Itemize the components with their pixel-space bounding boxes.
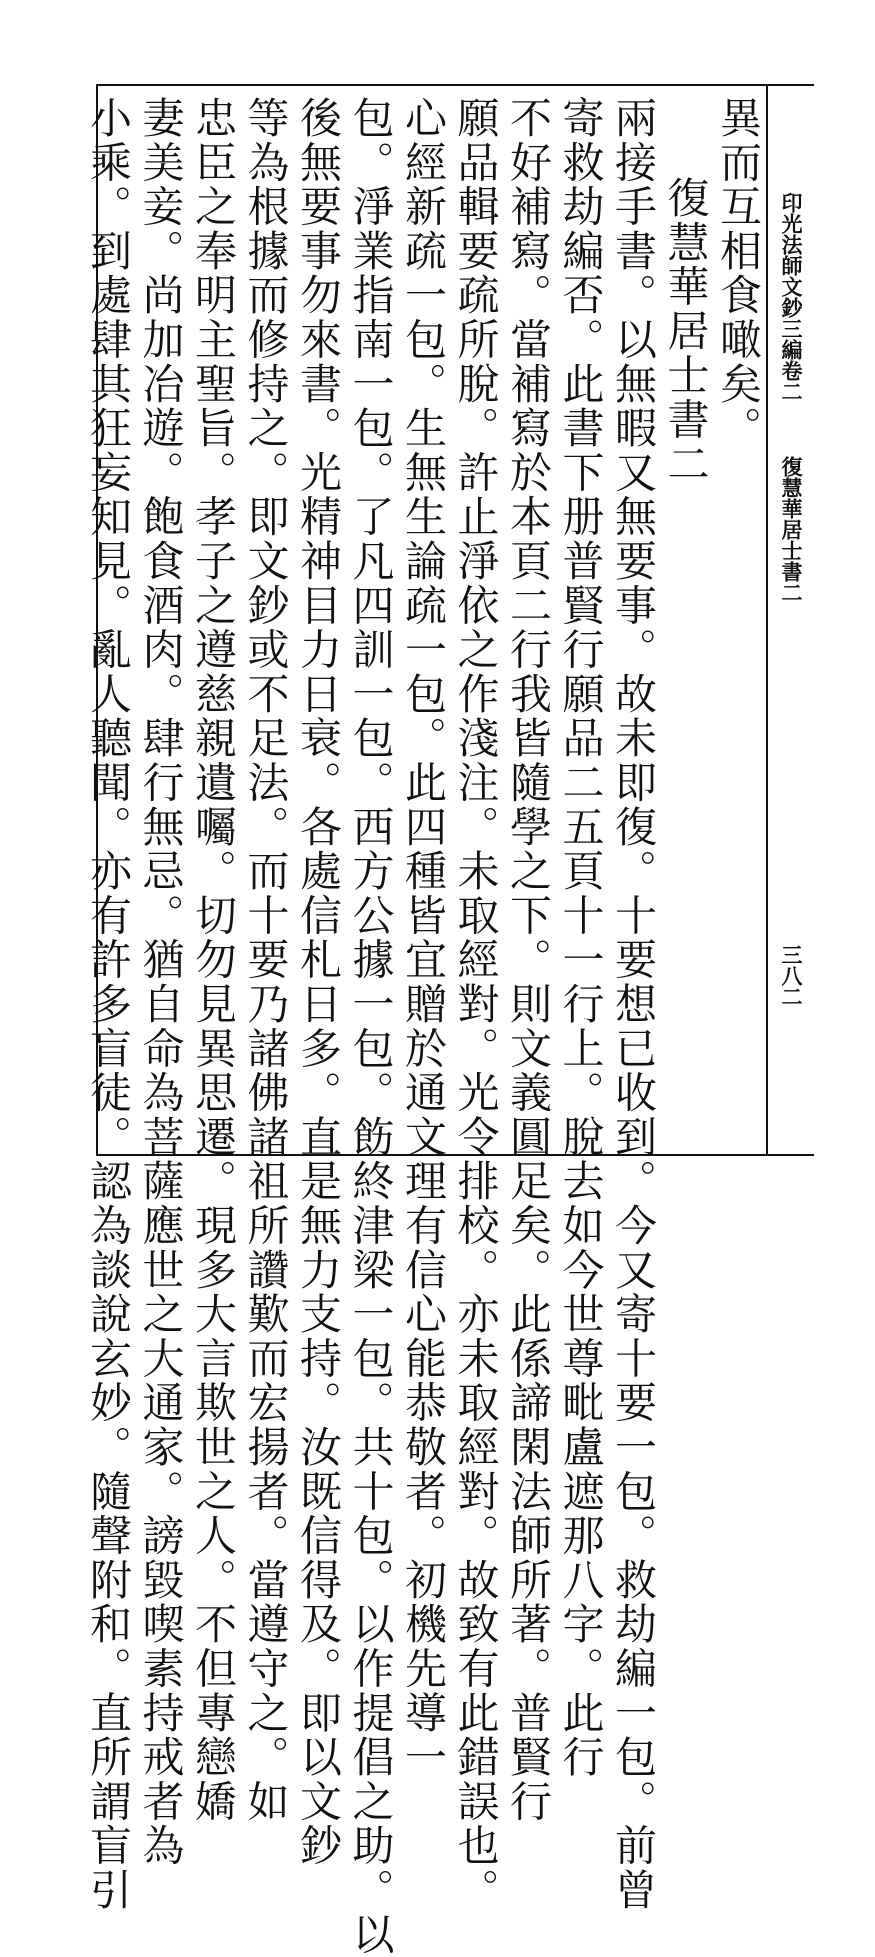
text-column-13: 小乘。到處肆其狂妄知見。亂人聽聞。亦有許多盲徒。認為談說玄妙。隨聲附和。直所謂盲引: [84, 96, 133, 1913]
page-margin-column: [768, 84, 814, 1154]
text-column-3: 兩接手書。以無暇又無要事。故未即復。十要想已收到。今又寄十要一包。救劫編一包。前曾: [609, 96, 658, 1913]
page-number: 三八二: [779, 944, 804, 1007]
main-text-block: [82, 96, 765, 1957]
text-column-1: 異而互相食噉矣。: [714, 96, 763, 451]
text-column-6: 願品輯要疏所脫。許止淨依之作淺注。未取經對。光令排校。亦未取經對。故致有此錯誤也。: [451, 96, 501, 1913]
text-column-9: 後無要事勿來書。光精神目力日衰。各處信札日多。直是無力支持。汝既信得及。即以文鈔: [294, 96, 343, 1868]
text-column-12: 妻美妾。尚加冶遊。飽食酒肉。肆行無忌。猶自命為菩薩應世之大通家。謗毀喫素持戒者為: [136, 96, 186, 1868]
text-column-11: 忠臣之奉明主聖旨。孝子之遵慈親遺囑。切勿見異思遷。現多大言欺世之人。不但專戀嬌: [189, 96, 238, 1824]
text-column-4: 寄救劫編否。此書下册普賢行願品二五頁十一行上。脫去如今世尊毗盧遮那八字。此行: [556, 96, 606, 1780]
text-column-7: 心經新疏一包。生無生論疏一包。此四種皆宜贈於通文理有信心能恭敬者。初機先導一: [399, 96, 448, 1780]
text-column-10: 等為根據而修持之。即文鈔或不足法。而十要乃諸佛諸祖所讚歎而宏揚者。當遵守之。如: [241, 96, 291, 1824]
running-book-title: 印光法師文鈔三編卷二: [779, 192, 804, 402]
frame-top-rule: [96, 84, 814, 86]
letter-title: 復慧華居士書二: [661, 176, 711, 487]
text-column-8: 包。淨業指南一包。了凡四訓一包。西方公據一包。飭終津梁一包。共十包。以作提倡之助。以: [346, 96, 396, 1957]
running-article-title: 復慧華居士書二: [779, 456, 804, 603]
text-column-5: 不好補寫。當補寫於本頁二行我皆隨學之下。則文義圓足矣。此係諦閑法師所著。普賢行: [504, 96, 553, 1824]
